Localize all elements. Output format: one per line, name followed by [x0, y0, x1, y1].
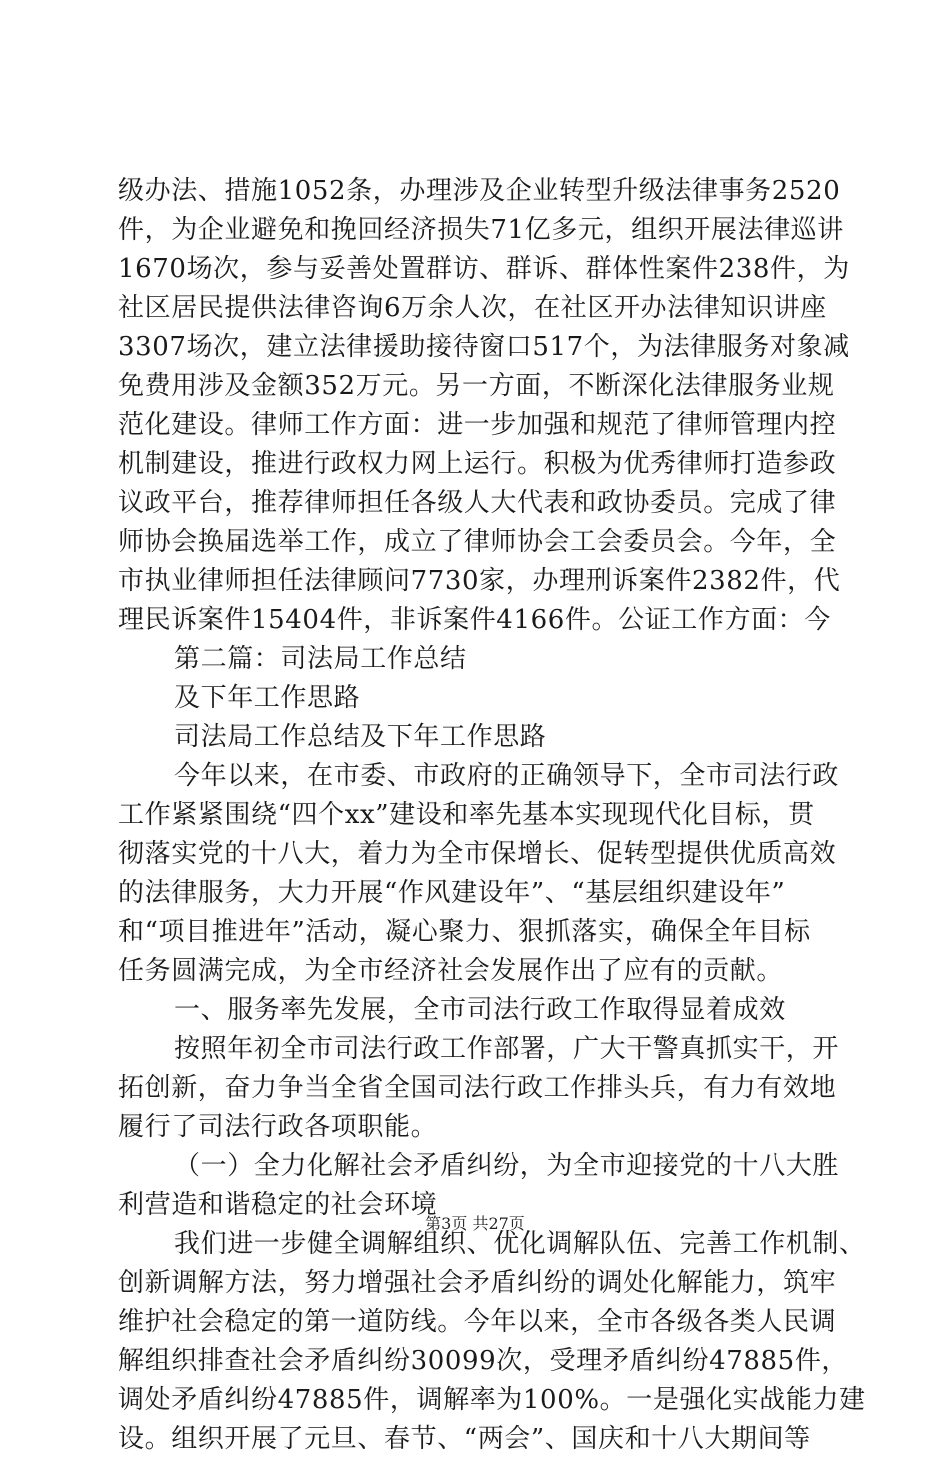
text-line: 今年以来，在市委、市政府的正确领导下，全市司法行政 [174, 761, 840, 791]
page-number-footer: 第3页 共27页 [425, 1214, 525, 1233]
text-line: 调处矛盾纠纷47885件，调解率为100%。一是强化实战能力建 [118, 1385, 866, 1415]
document-body [118, 172, 866, 1459]
text-line: 范化建设。律师工作方面：进一步加强和规范了律师管理内控 [118, 410, 837, 440]
text-line: （一）全力化解社会矛盾纠纷，为全市迎接党的十八大胜 [174, 1151, 840, 1181]
text-line: 我们进一步健全调解组织、优化调解队伍、完善工作机制、 [174, 1229, 866, 1259]
text-line: 彻落实党的十八大，着力为全市保增长、促转型提供优质高效 [118, 839, 837, 869]
text-line: 解组织排查社会矛盾纠纷30099次，受理矛盾纠纷47885件， [118, 1346, 849, 1376]
text-line: 师协会换届选举工作，成立了律师协会工会委员会。今年，全 [118, 527, 837, 557]
text-line: 创新调解方法，努力增强社会矛盾纠纷的调处化解能力，筑牢 [118, 1268, 837, 1298]
text-line: 设。组织开展了元旦、春节、“两会”、国庆和十八大期间等 [118, 1424, 811, 1454]
text-line: 按照年初全市司法行政工作部署，广大干警真抓实干，开 [174, 1034, 840, 1064]
text-line: 3307场次，建立法律援助接待窗口517个，为法律服务对象减 [118, 332, 850, 362]
text-line: 机制建设，推进行政权力网上运行。积极为优秀律师打造参政 [118, 449, 837, 479]
text-line: 议政平台，推荐律师担任各级人大代表和政协委员。完成了律 [118, 488, 837, 518]
text-line: 维护社会稳定的第一道防线。今年以来，全市各级各类人民调 [118, 1307, 837, 1337]
text-line: 及下年工作思路 [174, 683, 361, 713]
text-line: 任务圆满完成，为全市经济社会发展作出了应有的贡献。 [118, 956, 784, 986]
text-line: 利营造和谐稳定的社会环境 [118, 1190, 438, 1220]
text-line: 第二篇：司法局工作总结 [174, 644, 467, 674]
text-line: 一、服务率先发展，全市司法行政工作取得显着成效 [174, 995, 786, 1025]
text-line: 司法局工作总结及下年工作思路 [174, 722, 547, 752]
text-line: 拓创新，奋力争当全省全国司法行政工作排头兵，有力有效地 [118, 1073, 837, 1103]
text-line: 件，为企业避免和挽回经济损失71亿多元，组织开展法律巡讲 [118, 215, 844, 245]
text-line: 级办法、措施1052条，办理涉及企业转型升级法律事务2520 [118, 176, 841, 206]
text-line: 免费用涉及金额352万元。另一方面，不断深化法律服务业规 [118, 371, 835, 401]
text-line: 理民诉案件15404件，非诉案件4166件。公证工作方面：今 [118, 605, 831, 635]
text-line: 1670场次，参与妥善处置群访、群诉、群体性案件238件，为 [118, 254, 850, 284]
text-line: 和“项目推进年”活动，凝心聚力、狠抓落实，确保全年目标 [118, 917, 811, 947]
text-line: 的法律服务，大力开展“作风建设年”、“基层组织建设年” [118, 878, 786, 908]
text-line: 市执业律师担任法律顾问7730家，办理刑诉案件2382件，代 [118, 566, 841, 596]
text-line: 履行了司法行政各项职能。 [118, 1112, 438, 1142]
text-line: 社区居民提供法律咨询6万余人次，在社区开办法律知识讲座 [118, 293, 827, 323]
text-line: 工作紧紧围绕“四个xx”建设和率先基本实现现代化目标，贯 [118, 800, 815, 830]
